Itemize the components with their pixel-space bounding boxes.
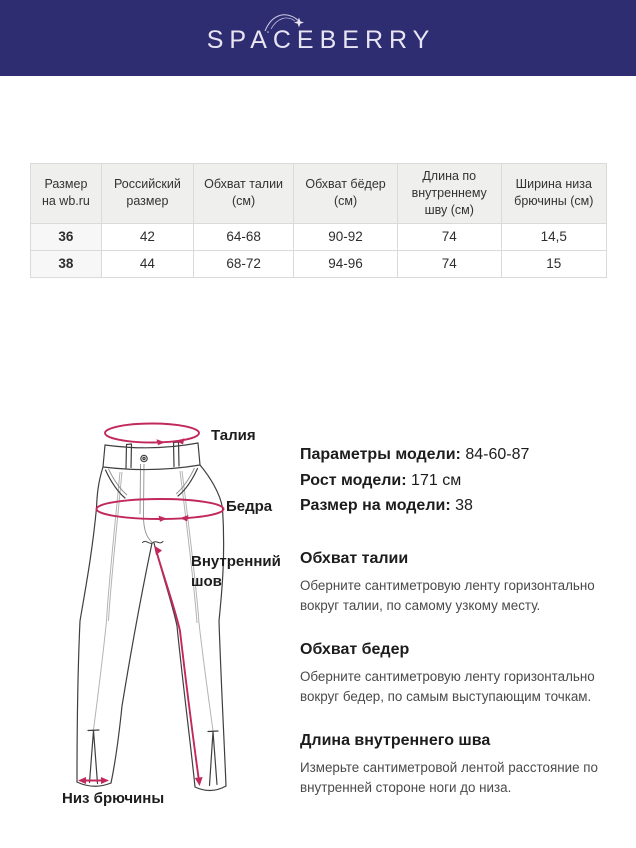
model-param-measurements <box>300 442 622 468</box>
guide-text: Оберните сантиметровую ленту горизонтально вокруг бедер, по самым выступающим точкам. <box>300 668 595 704</box>
size-table <box>30 163 607 278</box>
param-label: Размер на модели: <box>300 497 451 514</box>
param-label: Параметры модели: <box>300 446 461 463</box>
col-header-inseam-length: Длина по внутреннему шву (см) <box>397 164 501 224</box>
brand-logo <box>0 0 636 76</box>
cell-hips: 90-92 <box>294 223 398 250</box>
table-row <box>31 250 607 277</box>
model-parameters <box>300 442 622 519</box>
cell-hem: 15 <box>501 250 606 277</box>
guide-title: Обхват бедер <box>300 640 410 658</box>
cell-inseam: 74 <box>397 250 501 277</box>
col-header-hips: Обхват бёдер (см) <box>294 164 398 224</box>
model-param-height <box>300 468 622 494</box>
pants-measurement-diagram <box>30 415 310 825</box>
inseam-label: Внутренний шов <box>191 553 281 590</box>
hem-label: Низ брючины <box>62 790 165 807</box>
cell-waist: 68-72 <box>194 250 294 277</box>
guide-section-waist <box>300 550 622 616</box>
cell-ru-size: 42 <box>101 223 193 250</box>
cell-wb-size: 38 <box>31 250 102 277</box>
col-header-waist: Обхват талии (см) <box>194 164 294 224</box>
brand-name: SPACEBERRY <box>206 26 436 54</box>
waist-label: Талия <box>211 427 256 444</box>
hips-label: Бедра <box>226 498 273 515</box>
col-header-wb-size: Размер на wb.ru <box>31 164 102 224</box>
col-header-ru-size: Российский размер <box>101 164 193 224</box>
guide-text: Оберните сантиметровую ленту горизонтально вокруг талии, по самому узкому месту. <box>300 577 595 613</box>
size-table-header-row <box>31 164 607 224</box>
col-header-hem-width: Ширина низа брючины (см) <box>501 164 606 224</box>
model-param-size <box>300 493 622 519</box>
param-value: 38 <box>455 497 473 514</box>
brand-header <box>0 0 636 76</box>
guide-title: Обхват талии <box>300 549 409 567</box>
guide-text: Измерьте сантиметровой лентой расстояние по внутренней стороне ноги до низа. <box>300 759 598 795</box>
cell-inseam: 74 <box>397 223 501 250</box>
guide-section-hips <box>300 641 622 707</box>
guide-title: Длина внутреннего шва <box>300 731 491 749</box>
cell-hips: 94-96 <box>294 250 398 277</box>
cell-waist: 64-68 <box>194 223 294 250</box>
cell-ru-size: 44 <box>101 250 193 277</box>
cell-hem: 14,5 <box>501 223 606 250</box>
guide-section-inseam <box>300 732 622 798</box>
cell-wb-size: 36 <box>31 223 102 250</box>
info-column <box>300 442 622 798</box>
table-row <box>31 223 607 250</box>
param-label: Рост модели: <box>300 471 407 489</box>
param-value: 84-60-87 <box>465 446 530 463</box>
param-value: 171 см <box>411 471 462 489</box>
